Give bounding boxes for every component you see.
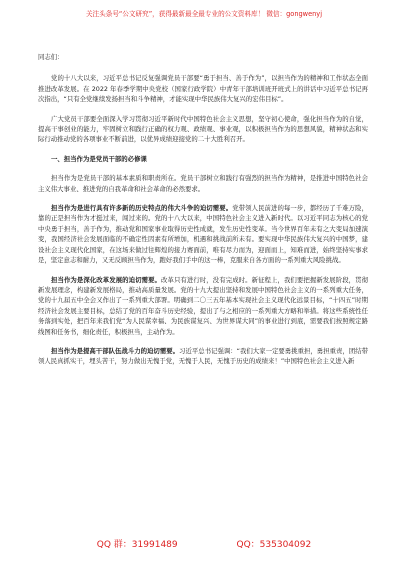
paragraph-text: 改革只有进行时，没有完成时。新征程上，我们要把握新发展阶段，贯彻新发展理念，构建新发展格局，推动高质量发展。党的十九大提出坚持和发展中国特色社会主义的一系列重大任务，党的十九届五中全会又作出了一系列重大部署。明确到二〇三五年基本实现社会主义现代化远景目标，“十四五”时期经济社会发展主要目标，总结了党的百年奋斗历史经验，提出了与之相应的一系列重大方略和举措。将这些系统性任务落到实处，把百年来我们党“为人民谋幸福、为民族谋复兴、为世界谋大同”的事业进行到底，需要我们按照规定路线图和任务书，细化责任，积极担当，主动作为。 [38,275,369,336]
paragraph-struggle [38,203,368,265]
lead-sentence: 担当作为是深化改革发展的迫切需要。 [51,275,162,284]
section-heading: 一、担当作为是党员干部的必修课 [51,154,147,163]
document-body [38,52,368,367]
banner-text: 关注头条号“公文研究”，获得最新最全最专业的公文资料库！ 微信：gongwenyj [85,10,323,18]
paragraph-study: 广大党员干部要全面深入学习贯彻习近平新时代中国特色社会主义思想，坚守初心使命，强化担当作为的自觉，提高干事创业的能力，牢固树立和践行正确的权力观、政绩观、事业观，以积极担当作为的思想风貌，精神状态和实际行动推动党的各项事业不断前进，以优异成绩迎接党的二十大胜利召开。 [38,114,368,144]
paragraph-text: 党带领人民前进的每一步，都经历了千难万险，靠的正是担当作为才挺过来，闯过来的。党的十八大以来，中国特色社会主义进入新时代。以习近平同志为核心的党中央勇于担当，善于作为，推动党和国家事业取得历史性成就，发生历史性变革。当今世界百年未有之大变局加速演变，我国经济社会发展面临的不确定性因素有所增加，机遇和挑战前所未有。要实现中华民族伟大复兴的中国梦，建设社会主义现代化国家，在这场来做过往辉煌的接力赛面前，唯有尽力而为，迎面而上，知难而进，始终坚持实事求是，坚定意志和耐力，又无反顾担当作为，跑好我们手中的这一棒，克服来自各方面的一系列重大风险挑战。 [38,204,368,265]
paragraph-gap [38,145,368,154]
paragraph-text: 习近平总书记强调：“我们大家一定要勇挑重担，勇担重责，团结带领人民真抓实干，埋头苦干，努力做出无愧于党，无愧于人民，无愧于历史的成绩来！”中国特色社会主义进入新 [38,346,369,366]
paragraph-section1: 担当作为是党员干部的基本素质和职责所在。党员干部树立和践行有强烈的担当作为精神，是推进中国特色社会主义伟大事业、推进党的自我革命和社会革命的必然要求。 [38,174,368,193]
paragraph-intro: 党的十八大以来，习近平总书记反复强调党员干部要“勇于担当、善于作为”，以担当作为的精神和工作状态全面推进改革发展。在 2022 年春季学期中央党校（国家行政学院）中青年干部培训班开班式上的讲话中习近平总书记再次指出，“只有全党继续发扬担当和斗争精神，才能实现中华民族伟大复兴的宏伟目标”。 [38,74,368,104]
paragraph-reform [38,275,368,337]
paragraph-gap [38,194,368,203]
footer-qq-group: QQ 群：31991489 [96,540,178,550]
footer-qq: QQ：535304092 [236,540,312,550]
paragraph-gap [38,105,368,114]
lead-sentence: 担当作为是提高干部队伍战斗力的迫切需要。 [51,346,180,355]
paragraph-gap [38,266,368,275]
paragraph-cadre [38,346,368,367]
footer-contact [0,537,408,550]
paragraph-gap [38,164,368,173]
lead-sentence: 担当作为是进行具有许多新的历史特点的伟大斗争的迫切需要。 [51,204,233,213]
paragraph-gap [38,337,368,346]
salutation: 同志们： [38,53,64,61]
header-banner [0,10,408,19]
